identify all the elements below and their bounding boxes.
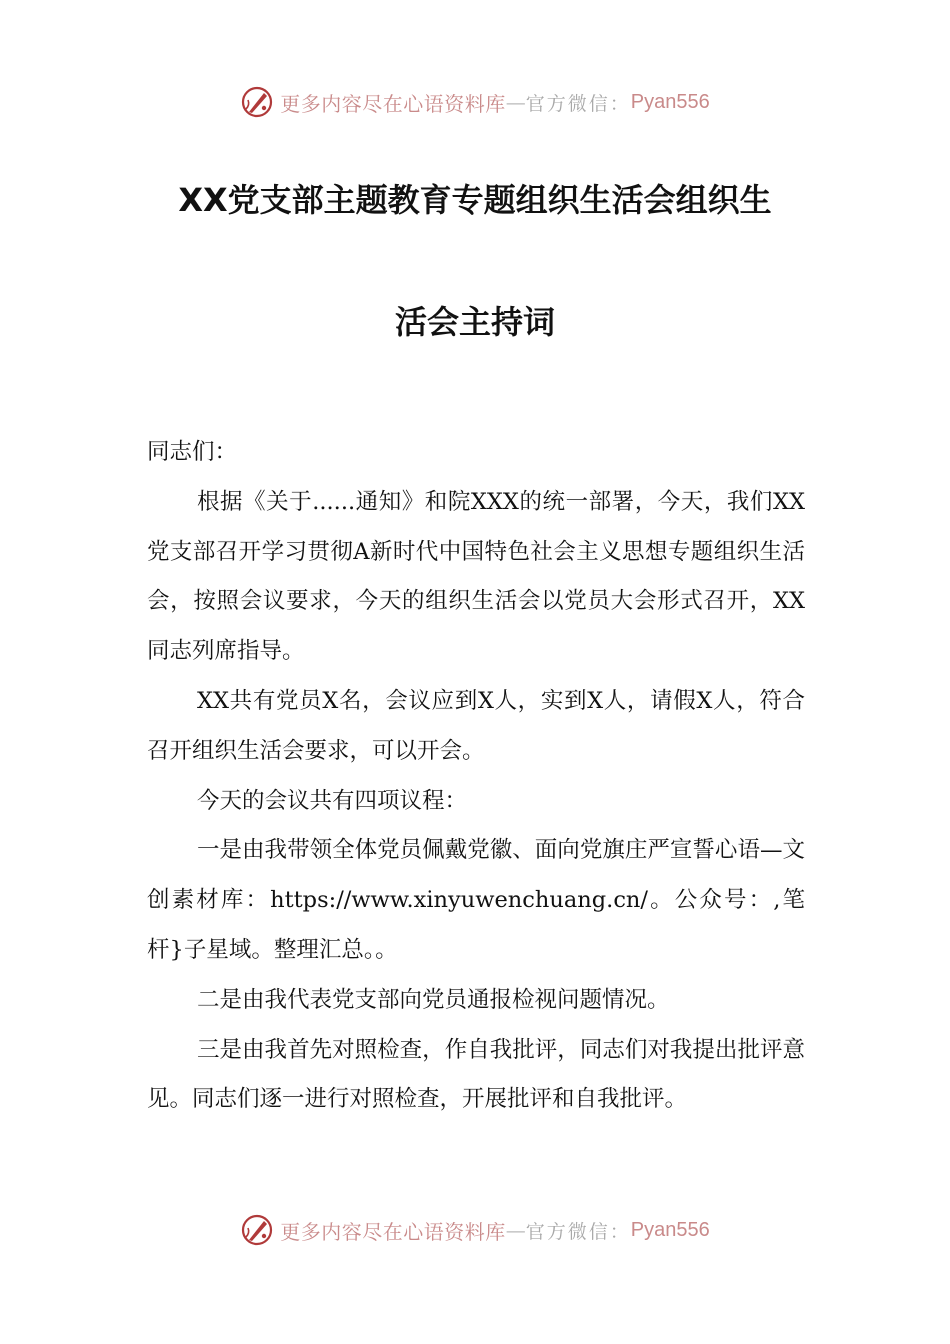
body-paragraph: 二是由我代表党支部向党员通报检视问题情况。 [197,986,670,1013]
body-paragraph: XX共有党员X名，会议应到X人，实到X人，请假X人，符合召开组织生活会要求，可以开会。 [147,687,805,764]
brand-text: 更多内容尽在心语资料库 [280,91,506,116]
wechat-id: Pyan556 [630,1218,710,1241]
quill-logo-icon [240,85,274,119]
wechat-label: 官方微信： [525,1220,631,1243]
wechat-label: 官方微信： [525,92,631,115]
document-body [147,428,805,1125]
banner-separator: — [505,1218,526,1242]
document-title-line-1: XX党支部主题教育专题组织生活会组织生 [178,181,772,219]
body-paragraph: 三是由我首先对照检查，作自我批评，同志们对我提出批评意见。同志们逐一进行对照检查，开展批评和自我批评。 [147,1036,805,1113]
wechat-id: Pyan556 [630,90,710,113]
salutation: 同志们： [147,439,238,465]
document-title-line-2: 活会主持词 [394,303,555,341]
header-banner [0,82,950,122]
quill-logo-icon [240,1213,274,1247]
brand-text: 更多内容尽在心语资料库 [280,1219,506,1244]
banner-separator: — [505,90,526,114]
body-paragraph: 根据《关于......通知》和院XXX的统一部署，今天，我们XX党支部召开学习贯彻A新时代中国特色社会主义思想专题组织生活会，按照会议要求，今天的组织生活会以党员大会形式召开，XX同志列席指导。 [147,488,805,665]
body-paragraph: 一是由我带领全体党员佩戴党徽、面向党旗庄严宣誓心语—文创素材库：https://www.xinyuwenchuang.cn/。公众号：,笔杆}子星域。整理汇总。。 [147,837,805,963]
footer-banner [0,1210,950,1250]
body-paragraph: 今天的会议共有四项议程： [197,787,468,814]
